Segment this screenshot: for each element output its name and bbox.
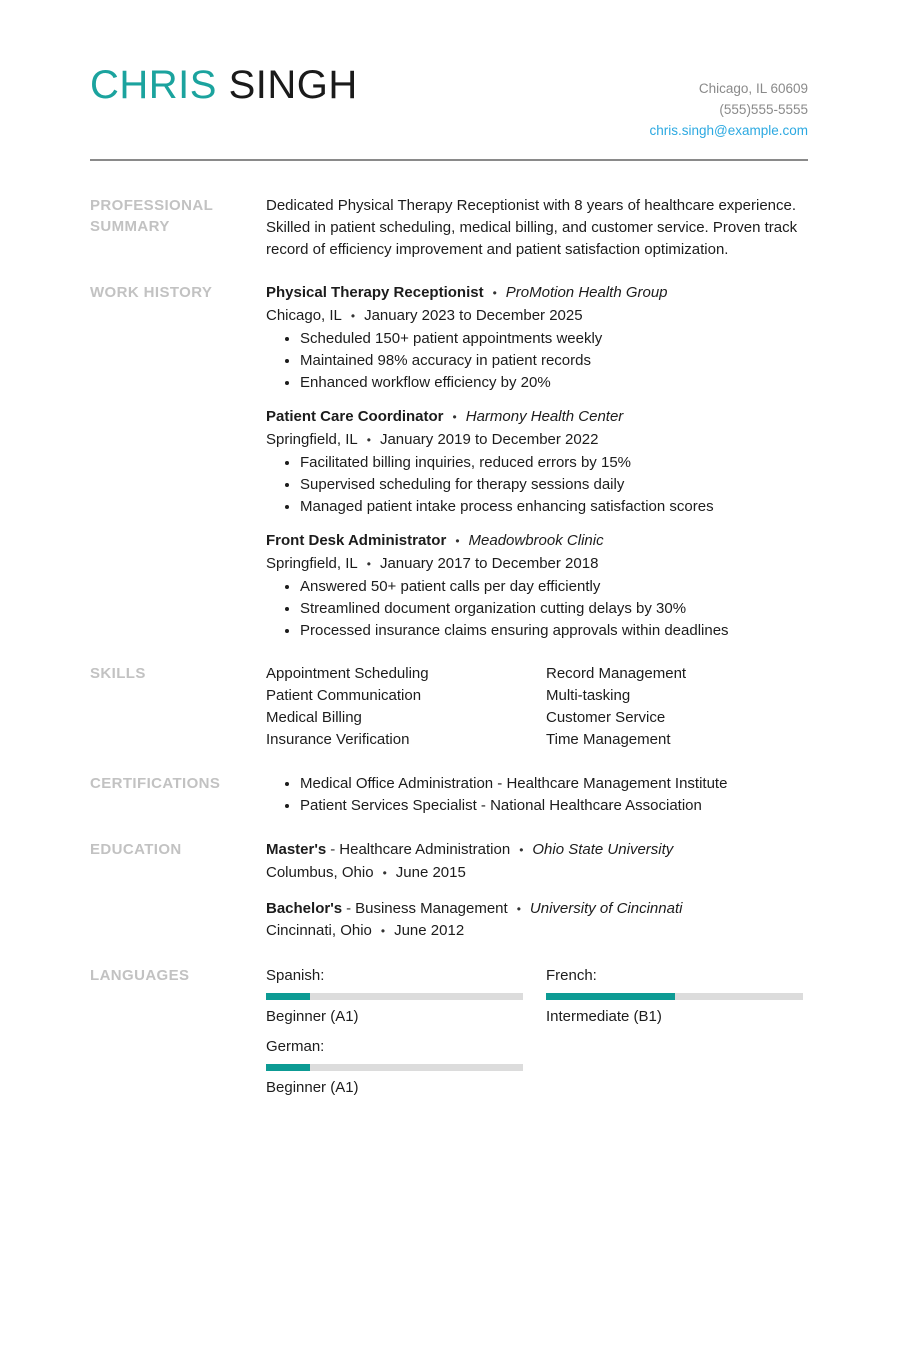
job-bullet: • Scheduled 150+ patient appointments weekly bbox=[300, 328, 808, 350]
job-bullet-list bbox=[266, 452, 808, 517]
header-divider bbox=[90, 159, 808, 161]
separator-dot: • bbox=[380, 924, 386, 939]
job-location: Chicago, IL bbox=[266, 307, 342, 325]
skills-column-1 bbox=[266, 663, 546, 751]
job-dates: January 2019 to December 2022 bbox=[379, 431, 599, 449]
language-bar-track bbox=[266, 1064, 523, 1071]
language-item bbox=[546, 965, 803, 1027]
separator-dot: • bbox=[519, 842, 524, 857]
job-meta bbox=[266, 429, 808, 452]
language-item bbox=[266, 1036, 523, 1098]
certification-list bbox=[266, 773, 808, 817]
degree-heading bbox=[266, 839, 808, 862]
language-level: Beginner (A1) bbox=[266, 1079, 359, 1097]
skill-item: Record Management bbox=[546, 665, 687, 683]
language-name: German: bbox=[266, 1038, 325, 1056]
job-meta bbox=[266, 305, 808, 328]
section-work-history bbox=[90, 282, 808, 641]
job-company: Harmony Health Center bbox=[465, 408, 624, 426]
certification-item: • Medical Office Administration - Healthcare Management Institute bbox=[300, 773, 808, 795]
language-name: Spanish: bbox=[266, 967, 325, 985]
job-company: Meadowbrook Clinic bbox=[468, 532, 604, 550]
degree-location: Cincinnati, Ohio bbox=[266, 922, 372, 940]
degree-heading bbox=[266, 898, 808, 921]
separator-dot: • bbox=[492, 286, 497, 301]
skill-item: Time Management bbox=[546, 731, 671, 749]
header bbox=[90, 56, 808, 141]
skill-item: Customer Service bbox=[546, 709, 666, 727]
separator-dot: • bbox=[366, 557, 371, 572]
job-location: Springfield, IL bbox=[266, 431, 358, 449]
degree-school: Ohio State University bbox=[532, 840, 674, 858]
separator-dash: - bbox=[346, 899, 352, 917]
degree-date: June 2015 bbox=[395, 863, 466, 881]
name-first: CHRIS bbox=[90, 63, 217, 107]
degree-type: Bachelor's bbox=[266, 899, 343, 917]
section-certifications bbox=[90, 773, 808, 817]
separator-dot: • bbox=[452, 410, 457, 425]
degree-location: Columbus, Ohio bbox=[266, 863, 374, 881]
job-heading bbox=[266, 406, 808, 429]
skills-column-2 bbox=[546, 663, 808, 751]
section-label-work-history: WORK HISTORY bbox=[90, 284, 213, 302]
job-bullet-list bbox=[266, 328, 808, 393]
degree-type: Master's bbox=[266, 840, 327, 858]
section-skills bbox=[90, 663, 808, 751]
language-bar-fill bbox=[266, 993, 310, 1000]
language-level: Beginner (A1) bbox=[266, 1008, 359, 1026]
job-bullet: • Managed patient intake process enhancing satisfaction scores bbox=[300, 496, 808, 518]
job-bullet: • Answered 50+ patient calls per day efficiently bbox=[300, 576, 808, 598]
education-entry bbox=[266, 898, 808, 944]
job-bullet: • Streamlined document organization cutting delays by 30% bbox=[300, 598, 808, 620]
separator-dot: • bbox=[350, 309, 356, 324]
degree-date: June 2012 bbox=[394, 922, 465, 940]
separator-dash: - bbox=[330, 840, 336, 858]
language-bar-track bbox=[266, 993, 523, 1000]
contact-block bbox=[649, 78, 808, 141]
job-heading bbox=[266, 530, 808, 553]
section-languages bbox=[90, 965, 808, 1098]
job-title: Patient Care Coordinator bbox=[266, 408, 444, 426]
section-label-languages: LANGUAGES bbox=[90, 967, 190, 985]
summary-text: Dedicated Physical Therapy Receptionist with 8 years of healthcare experience. Skilled in patient scheduling, medical billing, and customer service. Proven track record of efficiency improvement and patient satisfaction optimization. bbox=[266, 197, 798, 258]
job-bullet: • Supervised scheduling for therapy sessions daily bbox=[300, 474, 808, 496]
language-bar-track bbox=[546, 993, 803, 1000]
section-professional-summary bbox=[90, 195, 808, 260]
section-label-certifications: CERTIFICATIONS bbox=[90, 775, 221, 793]
job-entry bbox=[266, 530, 808, 641]
job-heading bbox=[266, 282, 808, 305]
language-item bbox=[266, 965, 523, 1027]
separator-dot: • bbox=[516, 901, 521, 916]
degree-meta bbox=[266, 920, 808, 943]
certification-item: • Patient Services Specialist - National Healthcare Association bbox=[300, 795, 808, 817]
degree-school: University of Cincinnati bbox=[529, 899, 683, 917]
job-bullet: • Facilitated billing inquiries, reduced errors by 15% bbox=[300, 452, 808, 474]
skills-grid bbox=[266, 663, 808, 751]
separator-dot: • bbox=[455, 534, 460, 549]
job-meta bbox=[266, 553, 808, 576]
job-entry bbox=[266, 282, 808, 393]
section-label-skills: SKILLS bbox=[90, 665, 146, 683]
degree-meta bbox=[266, 862, 808, 885]
job-entry bbox=[266, 406, 808, 517]
languages-grid bbox=[266, 965, 826, 1098]
language-bar-fill bbox=[546, 993, 675, 1000]
job-location: Springfield, IL bbox=[266, 555, 358, 573]
language-name: French: bbox=[546, 967, 597, 985]
language-bar-fill bbox=[266, 1064, 310, 1071]
separator-dot: • bbox=[366, 433, 371, 448]
degree-field: Healthcare Administration bbox=[339, 840, 511, 858]
job-company: ProMotion Health Group bbox=[505, 284, 668, 302]
contact-phone: (555)555-5555 bbox=[719, 102, 808, 117]
page-title bbox=[90, 62, 358, 108]
job-title: Front Desk Administrator bbox=[266, 532, 447, 550]
section-label-summary: PROFESSIONAL SUMMARY bbox=[90, 197, 213, 235]
job-bullet: • Processed insurance claims ensuring approvals within deadlines bbox=[300, 620, 808, 642]
job-dates: January 2023 to December 2025 bbox=[364, 307, 583, 325]
name-last: SINGH bbox=[228, 63, 358, 107]
education-entry bbox=[266, 839, 808, 885]
language-level: Intermediate (B1) bbox=[546, 1008, 662, 1026]
job-bullet: • Enhanced workflow efficiency by 20% bbox=[300, 372, 808, 394]
contact-email-link[interactable]: chris.singh@example.com bbox=[649, 123, 808, 138]
skill-item: Appointment Scheduling bbox=[266, 665, 429, 683]
contact-address: Chicago, IL 60609 bbox=[698, 81, 808, 96]
skill-item: Medical Billing bbox=[266, 709, 362, 727]
skill-item: Insurance Verification bbox=[266, 731, 410, 749]
job-dates: January 2017 to December 2018 bbox=[379, 555, 599, 573]
job-title: Physical Therapy Receptionist bbox=[266, 284, 484, 302]
degree-field: Business Management bbox=[355, 899, 508, 917]
section-education bbox=[90, 839, 808, 943]
skill-item: Patient Communication bbox=[266, 687, 422, 705]
section-label-education: EDUCATION bbox=[90, 840, 182, 858]
job-bullet: • Maintained 98% accuracy in patient records bbox=[300, 350, 808, 372]
skill-item: Multi-tasking bbox=[546, 687, 631, 705]
separator-dot: • bbox=[382, 865, 387, 880]
job-bullet-list bbox=[266, 576, 808, 641]
